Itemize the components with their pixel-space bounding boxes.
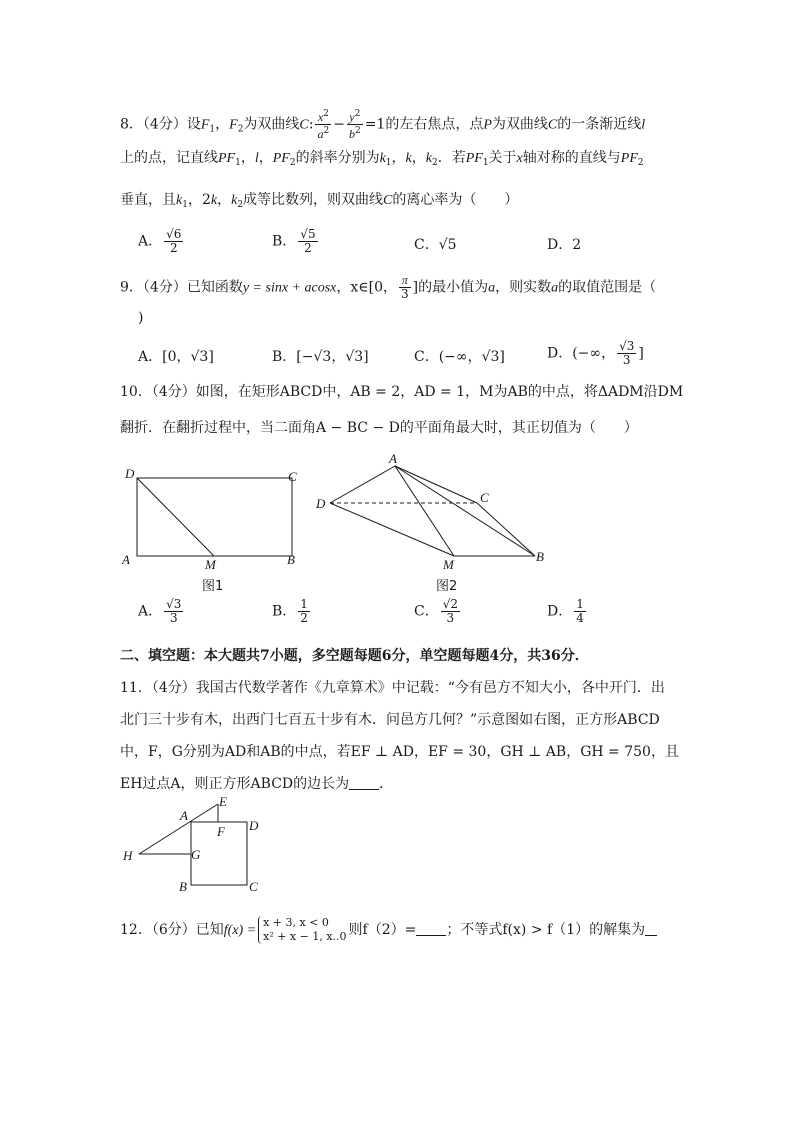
frac-x2-a2: $\frac{x^2}{a^2}$ bbox=[317, 109, 330, 141]
q11-label-a: A bbox=[180, 808, 188, 823]
q12-line1: 12．（6分）已知f(x) = x + 3, x < 0 x² + x − 1, x..0 则f（2）= ；不等式f(x) > f（1）的解集为 bbox=[120, 912, 657, 949]
fig2-edge-cb bbox=[477, 503, 535, 556]
q8-line3: 垂直，且$k_1$，2k，$k_2$成等比数列，则双曲线C的离心率为（ ） bbox=[120, 192, 519, 210]
q11-label-g: G bbox=[191, 847, 201, 862]
fig1-label-m: M bbox=[205, 557, 216, 572]
q9-option-c[interactable]: C．(−∞，√3] bbox=[414, 349, 505, 365]
q8-line1: 8．（4分）设$F_1$，$F_2$为双曲线C: $\frac{x^2}{a^2}$ − $\frac{y^2}{b^2}$ =1的左右焦点，点P为双曲线C的一条渐近线l bbox=[120, 109, 646, 141]
q11-label-f: F bbox=[217, 824, 225, 839]
fig2-edge-ab bbox=[395, 466, 535, 556]
q9-option-d[interactable]: D．(−∞， $\frac{√3}{3}$ ] bbox=[547, 339, 644, 367]
q11-line4: EH过点A，则正方形ABCD的边长为 ． bbox=[120, 776, 394, 792]
fig2-label-b: B bbox=[536, 549, 544, 564]
frac-y2-b2: $\frac{y^2}{b^2}$ bbox=[348, 109, 361, 141]
q12-answer-blank-2[interactable] bbox=[645, 921, 657, 936]
q11-label-h: H bbox=[123, 848, 133, 863]
fig1-rectangle bbox=[137, 478, 292, 556]
fig1-label-c: C bbox=[288, 469, 297, 484]
q11-line3: 中，F，G分别为AD和AB的中点，若EF ⊥ AD，EF = 30，GH ⊥ AB，GH = 750，且 bbox=[120, 744, 679, 760]
fig2-label-a: A bbox=[389, 451, 397, 466]
fig1-caption: 图1 bbox=[202, 579, 224, 594]
q11-line1: 11．（4分）我国古代数学著作《九章算术》中记载：“今有邑方不知大小，各中开门．出 bbox=[120, 680, 665, 696]
fig2-label-d: D bbox=[316, 496, 326, 511]
q11-label-e: E bbox=[219, 794, 227, 809]
q11-figure bbox=[115, 794, 275, 899]
fig1-label-d: D bbox=[125, 466, 135, 481]
q10-option-c[interactable]: C． $\frac{√2}{3}$ bbox=[414, 597, 458, 625]
fig2-caption: 图2 bbox=[436, 579, 458, 594]
q8-line2: 上的点，记直线$PF_1$，l，$PF_2$的斜率分别为$k_1$，k，$k_2$．若$PF_1$关于x轴对称的直线与$PF_2$ bbox=[120, 150, 644, 168]
q8-option-b[interactable]: B． $\frac{√5}{2}$ bbox=[272, 227, 316, 255]
fig1-segment-dm bbox=[137, 478, 214, 556]
q11-line2: 北门三十步有木，出西门七百五十步有木．问邑方几何？”示意图如右图，正方形ABCD bbox=[120, 712, 660, 728]
q8-option-a[interactable]: A． $\frac{√6}{2}$ bbox=[138, 227, 182, 255]
q8-option-d[interactable]: D．2 bbox=[547, 237, 582, 253]
q11-label-d: D bbox=[249, 818, 259, 833]
q9-option-b[interactable]: B．[−√3，√3] bbox=[272, 349, 369, 365]
fig1-label-a: A bbox=[122, 552, 130, 567]
q12-answer-blank-1[interactable] bbox=[416, 921, 446, 936]
q9-line2: ) bbox=[138, 310, 144, 326]
q10-option-b[interactable]: B． $\frac{1}{2}$ bbox=[272, 597, 308, 625]
q10-option-d[interactable]: D． $\frac{1}{4}$ bbox=[547, 597, 584, 625]
q11-segment-he bbox=[139, 804, 218, 854]
q10-line1: 10．（4分）如图，在矩形ABCD中，AB = 2，AD = 1，M为AB的中点，将ΔADM沿DM bbox=[120, 384, 684, 400]
q9-line1: 9．（4分）已知函数y = sinx + acosx，x∈[0， $\frac{\pi}{3}$ ]的最小值为a，则实数a的取值范围是（ bbox=[120, 273, 657, 301]
section-2-heading: 二、填空题：本大题共7小题，多空题每题6分，单空题每题4分，共36分． bbox=[120, 648, 589, 664]
fig2-edge-da bbox=[330, 466, 395, 503]
fig2-label-c: C bbox=[480, 490, 489, 505]
q9-option-a[interactable]: A．[0，√3] bbox=[138, 349, 214, 365]
fig2-edge-dm bbox=[330, 503, 454, 556]
q12-piecewise: x + 3, x < 0 x² + x − 1, x..0 bbox=[258, 916, 346, 944]
q10-option-a[interactable]: A． $\frac{√3}{3}$ bbox=[138, 597, 182, 625]
fig1-label-b: B bbox=[287, 552, 295, 567]
q8-option-c[interactable]: C．√5 bbox=[414, 237, 457, 253]
q11-answer-blank[interactable] bbox=[349, 775, 379, 790]
q10-figures bbox=[110, 448, 570, 598]
q11-label-c: C bbox=[249, 879, 258, 894]
q11-label-b: B bbox=[179, 879, 187, 894]
fig2-label-m: M bbox=[443, 557, 454, 572]
q10-line2: 翻折．在翻折过程中，当二面角A − BC − D的平面角最大时，其正切值为（ ） bbox=[120, 420, 638, 436]
